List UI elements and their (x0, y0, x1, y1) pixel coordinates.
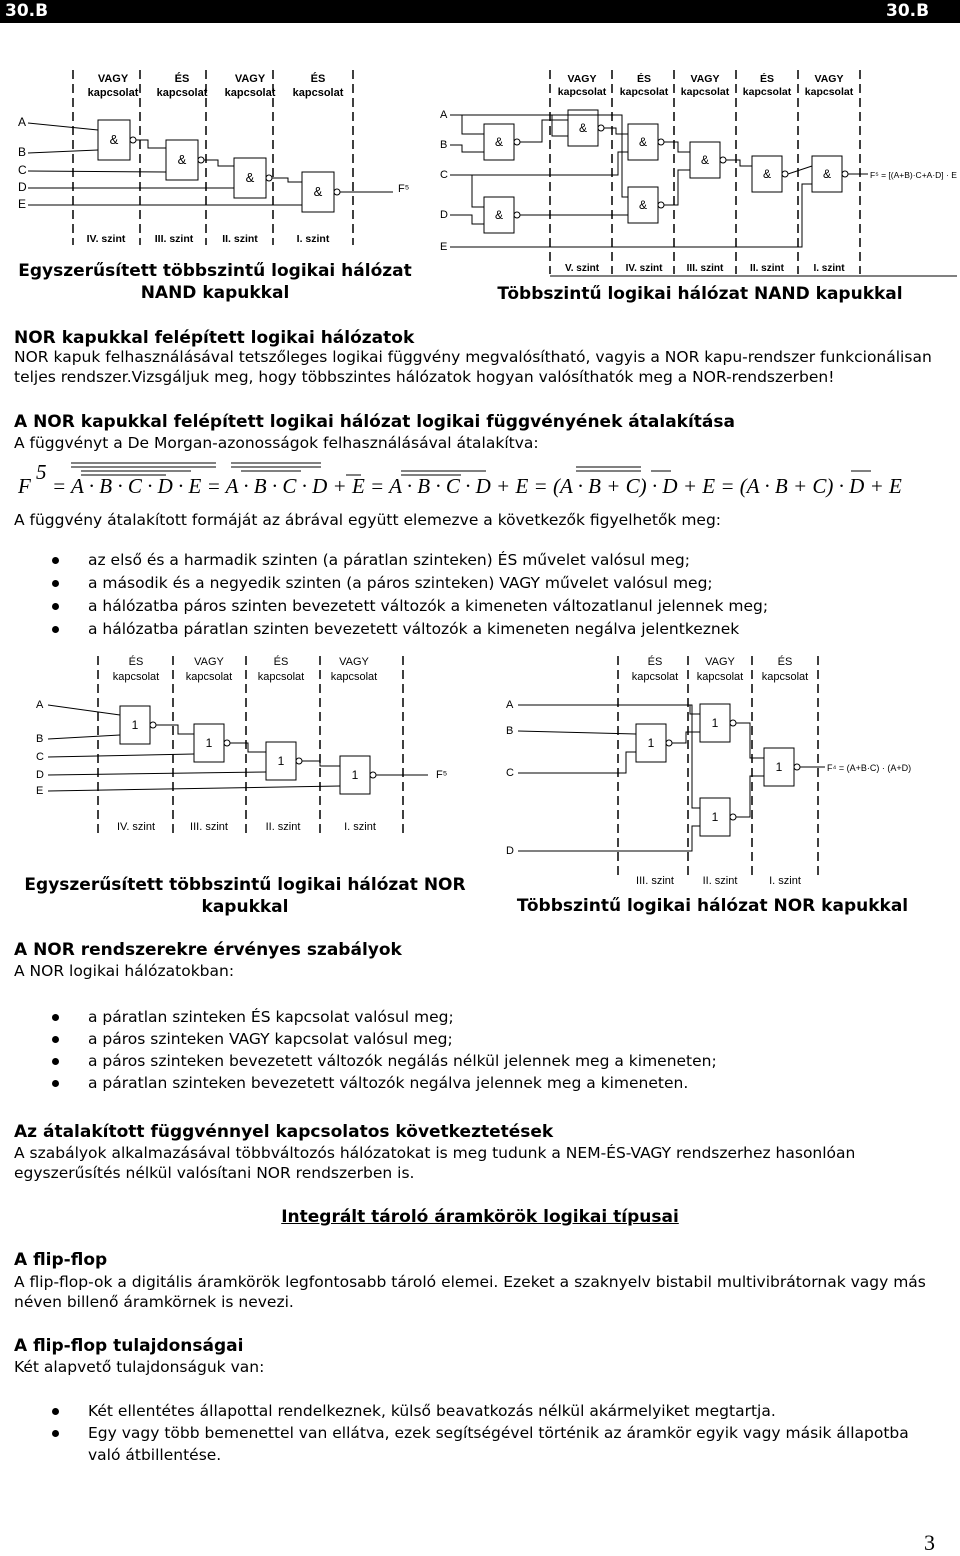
d2-level-1: I. szint (813, 263, 845, 274)
d3-gate-4: 1 (351, 768, 359, 782)
d1-input-b: B (18, 145, 27, 159)
d2-gate-7: & (762, 167, 772, 181)
caption-multilevel-nand: Többszintű logikai hálózat NAND kapukkal (497, 284, 903, 304)
d2-top-label-3: VAGY (690, 73, 720, 85)
d4-gate-2: 1 (711, 716, 719, 730)
d2-level-4: IV. szint (625, 263, 663, 274)
d3-gate-3: 1 (277, 754, 285, 768)
d2-input-e: E (440, 241, 448, 253)
list-flip-flop-properties (0, 1400, 930, 1466)
d4-gate-4: 1 (775, 760, 783, 774)
list-item: a második és a negyedik szinten (a páros szinteken) VAGY művelet valósul meg; (0, 572, 940, 595)
heading-flip-flop: A flip-flop (14, 1250, 108, 1270)
d2-gate-1: & (494, 135, 504, 149)
d3-input-c: C (36, 751, 44, 763)
d2-level-3: III. szint (686, 263, 724, 274)
d2-gate-2: & (494, 208, 504, 222)
caption-simplified-nand: Egyszerűsített többszintű logikai hálózat NAND kapukkal (18, 261, 412, 303)
d3-gate-2: 1 (205, 736, 213, 750)
paragraph-demorgan-intro: A függvényt a De Morgan-azonosságok felhasználásával átalakítva: (14, 434, 539, 452)
d2-top-label-1: VAGY (567, 73, 597, 85)
formula-exponent: 5 (36, 460, 47, 484)
d2-input-c: C (440, 169, 448, 181)
d1-level-1: I. szint (296, 233, 330, 245)
heading-conclusions: Az átalakított függvénnyel kapcsolatos következtetések (14, 1122, 554, 1142)
heading-flip-flop-properties: A flip-flop tulajdonságai (14, 1336, 244, 1356)
d2-output-formula: F⁵ = [(A+B)·C+A·D] · E (870, 170, 957, 180)
list-item: a páros szinteken bevezetett változók negálás nélkül jelennek meg a kimeneten; (0, 1050, 940, 1072)
list-item: Két ellentétes állapottal rendelkeznek, külső beavatkozás nélkül akármelyiket megtartja. (0, 1400, 930, 1422)
heading-integrated-storage: Integrált tároló áramkörök logikai típusai (281, 1207, 679, 1227)
d4-level-1: I. szint (769, 875, 801, 887)
formula-body: = A · B · C · D · E = A · B · C · D + E = A · B · C · D + E = (A · B + C) · D + E = (A · B + C) · D + E (52, 474, 902, 498)
d4-gate-3: 1 (711, 810, 719, 824)
d1-gate-4: & (313, 184, 323, 199)
d2-top-label-2b: kapcsolat (619, 86, 669, 98)
heading-nor-rules: A NOR rendszerekre érvényes szabályok (14, 940, 402, 960)
d2-top-label-3b: kapcsolat (680, 86, 730, 98)
d3-top-label-4b: kapcsolat (330, 671, 378, 683)
formula-f5-transform (16, 455, 946, 503)
d1-gate-3: & (245, 170, 255, 185)
d3-top-label-3: ÉS (273, 656, 289, 668)
header-left-label: 30.B (5, 1, 49, 21)
list-item: a hálózatba páros szinten bevezetett változók a kimeneten változatlanul jelennek meg; (0, 595, 940, 618)
d2-gate-8: & (822, 167, 832, 181)
page-header-bar (0, 0, 960, 23)
d1-input-a: A (18, 115, 27, 129)
d4-top-label-2b: kapcsolat (696, 671, 744, 683)
d4-top-label-1: ÉS (647, 656, 663, 668)
d3-input-e: E (36, 785, 44, 797)
d3-input-a: A (36, 699, 44, 711)
list-item: a páratlan szinteken bevezetett változók negálva jelennek meg a kimeneten. (0, 1072, 940, 1094)
d2-input-b: B (440, 139, 448, 151)
diagram-multilevel-nor (500, 648, 955, 888)
d3-output-label: F⁵ (436, 769, 448, 781)
diagram-multilevel-nand (432, 62, 957, 282)
d4-top-label-2: VAGY (705, 656, 735, 668)
d1-input-d: D (18, 180, 27, 194)
d2-input-d: D (440, 209, 448, 221)
paragraph-conclusions: A szabályok alkalmazásával többváltozós hálózatokat is meg tudunk a NEM-ÉS-VAGY rendszerhez hasonlóan egyszerűsítés nélkül valósítani NOR rendszerben is. (14, 1144, 856, 1182)
d2-gate-3: & (578, 121, 588, 135)
d3-gate-1: 1 (131, 718, 139, 732)
heading-function-transform: A NOR kapukkal felépített logikai hálózat logikai függvényének átalakítása (14, 412, 735, 432)
d3-top-label-2: VAGY (194, 656, 224, 668)
d1-input-c: C (18, 163, 27, 177)
d4-input-a: A (506, 699, 514, 711)
list-item: a hálózatba páratlan szinten bevezetett változók a kimeneten negálva jelentkeznek (0, 618, 940, 641)
formula-lhs: F (18, 474, 31, 498)
d3-top-label-2b: kapcsolat (185, 671, 233, 683)
d3-top-label-4: VAGY (339, 656, 369, 668)
d4-top-label-1b: kapcsolat (631, 671, 679, 683)
d3-input-d: D (36, 769, 44, 781)
caption-simplified-nor: Egyszerűsített többszintű logikai hálózat NOR kapukkal (24, 875, 466, 917)
diagram-simplified-nor (8, 648, 468, 838)
d2-top-label-1b: kapcsolat (557, 86, 607, 98)
d2-level-2: II. szint (750, 263, 784, 274)
d1-top-label-3: VAGY (234, 73, 266, 85)
d2-gate-5: & (638, 198, 648, 212)
list-observations (0, 549, 940, 641)
heading-nor-networks: NOR kapukkal felépített logikai hálózatok (14, 328, 415, 348)
d2-top-label-4b: kapcsolat (742, 86, 792, 98)
d1-top-label-4: ÉS (310, 73, 326, 85)
page-number: 3 (924, 1530, 935, 1555)
d4-level-2: II. szint (702, 875, 738, 887)
d1-level-2: II. szint (222, 233, 258, 245)
d3-top-label-1b: kapcsolat (112, 671, 160, 683)
d1-top-label-2b: kapcsolat (156, 87, 208, 99)
list-item: Egy vagy több bemenettel van ellátva, ezek segítségével történik az áramkör egyik vagy másik állapotba való átbillentése. (0, 1422, 930, 1466)
d1-input-e: E (18, 197, 27, 211)
d2-gate-6: & (700, 153, 710, 167)
d4-top-label-3b: kapcsolat (761, 671, 809, 683)
d4-input-c: C (506, 767, 514, 779)
caption-multilevel-nor: Többszintű logikai hálózat NOR kapukkal (516, 896, 909, 916)
list-nor-rules (0, 1006, 940, 1094)
paragraph-analysis-intro: A függvény átalakított formáját az ábrával együtt elemezve a következők figyelhetők meg: (14, 511, 722, 529)
d3-top-label-3b: kapcsolat (257, 671, 305, 683)
paragraph-nor-rules-intro: A NOR logikai hálózatokban: (14, 962, 235, 980)
d3-level-2: II. szint (265, 821, 301, 833)
paragraph-flip-flop: A flip-flop-ok a digitális áramkörök legfontosabb tároló elemei. Ezeket a szaknyelv bistabil multivibrátornak vagy más néven billenő áramkörnek is nevezi. (14, 1273, 926, 1311)
d2-input-a: A (440, 109, 448, 121)
d1-top-label-2: ÉS (174, 73, 190, 85)
d3-top-label-1: ÉS (128, 656, 144, 668)
d1-gate-2: & (177, 152, 187, 167)
d1-level-4: IV. szint (86, 233, 126, 245)
d2-top-label-2: ÉS (636, 73, 652, 85)
d1-top-label-1b: kapcsolat (87, 87, 139, 99)
d3-level-4: IV. szint (116, 821, 156, 833)
d4-gate-1: 1 (647, 736, 655, 750)
d4-top-label-3: ÉS (777, 656, 793, 668)
paragraph-properties-intro: Két alapvető tulajdonságuk van: (14, 1358, 265, 1376)
paragraph-nor-networks: NOR kapuk felhasználásával tetszőleges logikai függvény megvalósítható, vagyis a NOR kapu-rendszer funkcionálisan teljes rendszer.Vizsgáljuk meg, hogy többszintes hálózatok hogyan valósíthatók meg a NOR-rendszerben! (14, 348, 932, 386)
list-item: a páros szinteken VAGY kapcsolat valósul meg; (0, 1028, 940, 1050)
d4-input-d: D (506, 845, 514, 857)
list-item: a páratlan szinteken ÉS kapcsolat valósul meg; (0, 1006, 940, 1028)
d4-input-b: B (506, 725, 514, 737)
d2-top-label-5: VAGY (814, 73, 844, 85)
d2-top-label-5b: kapcsolat (804, 86, 854, 98)
d1-top-label-4b: kapcsolat (292, 87, 344, 99)
list-item: az első és a harmadik szinten (a páratlan szinteken) ÉS művelet valósul meg; (0, 549, 940, 572)
d2-gate-4: & (638, 135, 648, 149)
d2-level-5: V. szint (564, 263, 600, 274)
d3-input-b: B (36, 733, 44, 745)
d1-level-3: III. szint (154, 233, 194, 245)
d1-top-label-3b: kapcsolat (224, 87, 276, 99)
d4-level-3: III. szint (636, 875, 674, 887)
d3-level-3: III. szint (190, 821, 228, 833)
d4-output-formula: F⁴ = (A+B·C) · (A+D) (827, 763, 912, 773)
d1-output-label: F⁵ (398, 183, 410, 195)
d2-top-label-4: ÉS (759, 73, 775, 85)
d1-top-label-1: VAGY (97, 73, 129, 85)
d3-level-1: I. szint (344, 821, 376, 833)
header-right-label: 30.B (886, 1, 930, 21)
diagram-simplified-nand (8, 60, 428, 255)
d1-gate-1: & (109, 132, 119, 147)
